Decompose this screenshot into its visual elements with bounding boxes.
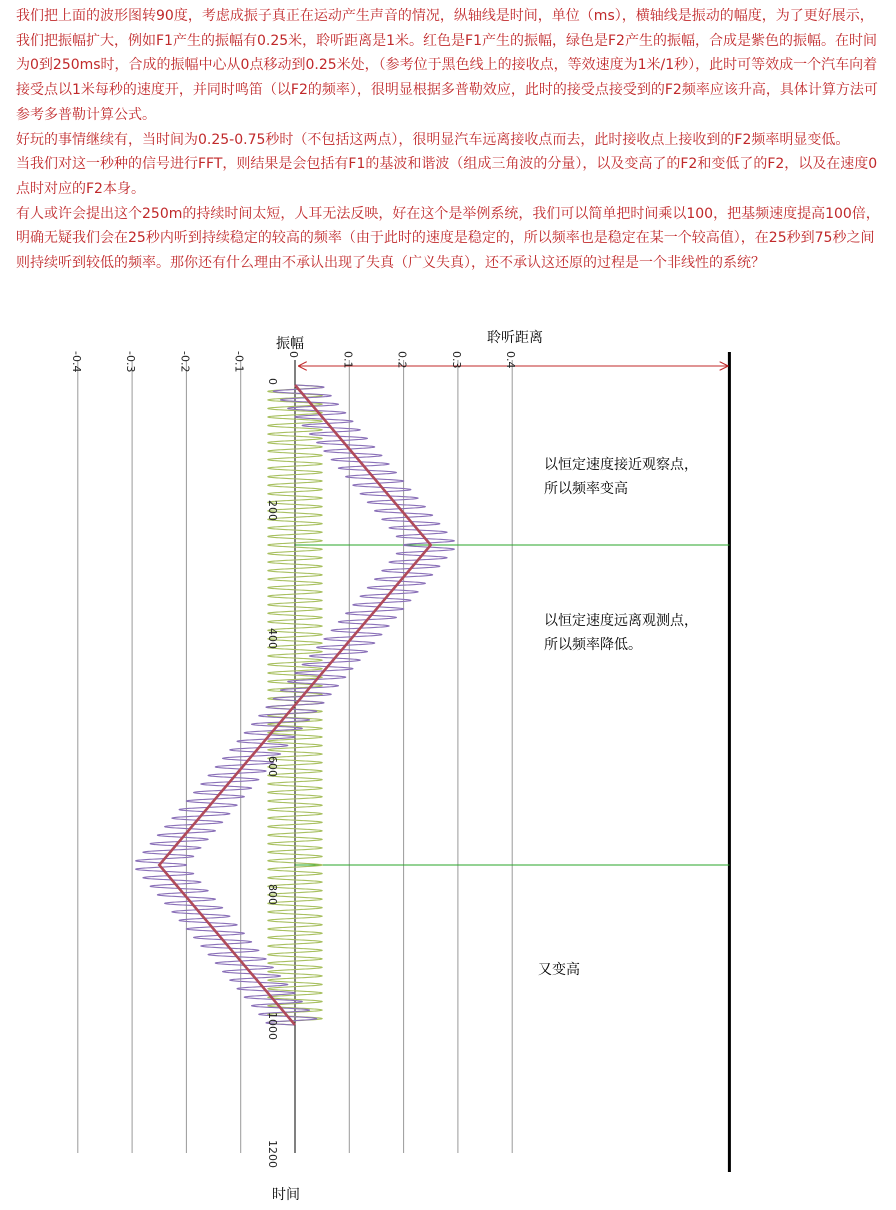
x-tick-label: 0.1 — [341, 351, 355, 369]
annotation-higher-again: 又变高 — [538, 962, 580, 978]
paragraph-2: 好玩的事情继续有，当时间为0.25-0.75秒时（不包括这两点），很明显汽车远离接收点而去，此时接收点上接收到的F2频率明显变低。 — [16, 131, 850, 148]
y-tick-label: 600 — [266, 756, 279, 777]
listening-distance-label: 聆听距离 — [487, 330, 543, 346]
annotation-approaching: 以恒定速度接近观察点，所以频率变高 — [544, 457, 698, 497]
x-tick-label: 0.2 — [395, 351, 409, 369]
y-tick-label: 1200 — [266, 1140, 279, 1168]
y-tick-label: 1000 — [266, 1012, 279, 1040]
x-tick-label: 0.4 — [504, 351, 518, 369]
paragraph-4: 有人或许会提出这个250m的持续时间太短，人耳无法反映，好在这个是举例系统，我们可以简单把时间乘以100，把基频速度提高100倍，明确无疑我们会在25秒内听到持续稳定的较高的频率（由于此时的速度是稳定的，所以频率也是稳定在某一个较高值），在25秒到75秒之间则持续听到较低的频率。那你还有什么理由不承认出现了失真（广义失真），还不承认这还原的过程是一个非线性的系统？ — [16, 205, 880, 272]
y-axis-title: 时间 — [272, 1187, 300, 1203]
x-tick-label: -0.2 — [178, 351, 192, 373]
y-tick-label: 200 — [266, 500, 279, 521]
y-tick-label: 0 — [266, 378, 279, 385]
paragraph-1: 我们把上面的波形图转90度，考虑成振子真正在运动产生声音的情况，纵轴线是时间，单位（ms），横轴线是振动的幅度，为了更好展示，我们把振幅扩大，例如F1产生的振幅有0.25米，聆听距离是1米。红色是F1产生的振幅，绿色是F2产生的振幅，合成是紫色的振幅。在时间为0到250ms时，合成的振幅中心从0点移动到0.25米处，（参考位于黑色线上的接收点，等效速度为1米/1秒），此时可等效成一个汽车向着接受点以1米每秒的速度开，并同时鸣笛（以F2的频率），很明显根据多普勒效应，此时的接受点接受到的F2频率应该升高，具体计算方法可参考多普勒计算公式。 — [16, 8, 878, 123]
annotation-receding: 以恒定速度远离观测点，所以频率降低。 — [544, 613, 698, 653]
x-tick-label: -0.1 — [232, 351, 246, 373]
x-tick-label: 0.3 — [449, 351, 463, 369]
paragraph-3: 当我们对这一秒种的信号进行FFT，则结果是会包括有F1的基波和谐波（组成三角波的分量），以及变高了的F2和变低了的F2，以及在速度0点时对应的F2本身。 — [16, 156, 878, 197]
y-tick-label: 800 — [266, 884, 279, 905]
y-tick-label: 400 — [266, 628, 279, 649]
x-tick-label: 0 — [287, 351, 300, 358]
x-axis-title: 振幅 — [276, 336, 304, 352]
x-tick-label: -0.4 — [69, 351, 83, 373]
x-tick-label: -0.3 — [124, 351, 138, 373]
